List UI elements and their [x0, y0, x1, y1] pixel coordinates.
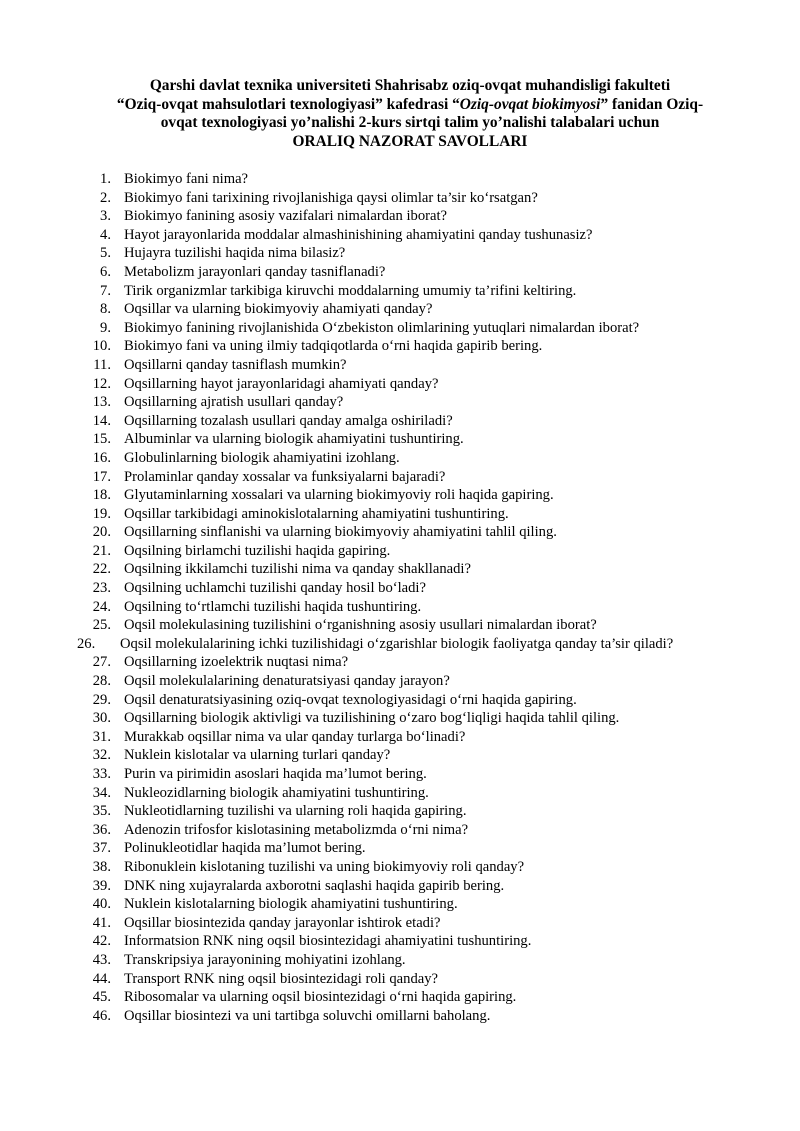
- question-text: Tirik organizmlar tarkibiga kiruvchi moddalarning umumiy ta’rifini keltiring.: [124, 282, 577, 299]
- question-text: Oqsilning ikkilamchi tuzilishi nima va qanday shakllanadi?: [124, 561, 471, 578]
- question-item: [77, 635, 725, 654]
- question-number: 37.: [92, 840, 111, 857]
- question-text: Murakkab oqsillar nima va ular qanday turlarga bo‘linadi?: [124, 728, 466, 745]
- question-text: Ribosomalar va ularning oqsil biosintezidagi o‘rni haqida gapiring.: [124, 989, 517, 1006]
- question-text: Metabolizm jarayonlari qanday tasniflanadi?: [124, 263, 386, 280]
- question-text: Oqsillarning sinflanishi va ularning biokimyoviy ahamiyatini tahlil qiling.: [124, 524, 557, 541]
- question-number: 35.: [92, 803, 111, 820]
- question-item: [77, 1007, 725, 1026]
- question-number: 14.: [92, 412, 111, 429]
- question-item: [77, 784, 725, 803]
- question-text: Oqsillarning hayot jarayonlaridagi ahamiyati qanday?: [124, 375, 439, 392]
- question-text: Nuklein kislotalar va ularning turlari qanday?: [124, 747, 391, 764]
- question-item: [77, 653, 725, 672]
- question-number: 36.: [92, 821, 111, 838]
- question-number: 10.: [92, 338, 111, 355]
- question-text: Biokimyo fani va uning ilmiy tadqiqotlarda o‘rni haqida gapirib bering.: [124, 338, 543, 355]
- question-number: 19.: [92, 505, 111, 522]
- question-item: [77, 523, 725, 542]
- question-text: Biokimyo fani tarixining rivojlanishiga qaysi olimlar ta’sir ko‘rsatgan?: [124, 189, 538, 206]
- question-text: Hujayra tuzilishi haqida nima bilasiz?: [124, 245, 346, 262]
- question-number: 12.: [92, 375, 111, 392]
- document-header: [95, 77, 725, 152]
- question-item: [77, 709, 725, 728]
- question-text: Oqsillarning ajratish usullari qanday?: [124, 394, 344, 411]
- question-number: 28.: [92, 673, 111, 690]
- question-text: Hayot jarayonlarida moddalar almashinishining ahamiyatini qanday tushunasiz?: [124, 226, 593, 243]
- question-number: 18.: [92, 487, 111, 504]
- question-number: 9.: [100, 319, 111, 336]
- question-item: [77, 821, 725, 840]
- question-number: 13.: [92, 394, 111, 411]
- question-item: [77, 542, 725, 561]
- question-item: [77, 914, 725, 933]
- question-item: [77, 877, 725, 896]
- question-number: 4.: [100, 226, 111, 243]
- question-number: 22.: [92, 561, 111, 578]
- question-number: 30.: [92, 710, 111, 727]
- question-item: [77, 486, 725, 505]
- question-item: [77, 746, 725, 765]
- question-item: [77, 430, 725, 449]
- question-number: 2.: [100, 189, 111, 206]
- header-subject-name: Oziq-ovqat biokimyosi: [459, 95, 601, 113]
- question-number: 41.: [92, 914, 111, 931]
- question-number: 31.: [92, 728, 111, 745]
- question-number: 17.: [92, 468, 111, 485]
- question-text: Biokimyo fani nima?: [124, 171, 249, 187]
- question-item: [77, 598, 725, 617]
- question-item: [77, 189, 725, 208]
- question-text: Oqsillar va ularning biokimyoviy ahamiyati qanday?: [124, 301, 433, 318]
- question-number: 24.: [92, 598, 111, 615]
- question-item: [77, 728, 725, 747]
- question-item: [77, 672, 725, 691]
- question-number: 7.: [100, 282, 111, 299]
- question-text: Ribonuklein kislotaning tuzilishi va uning biokimyoviy roli qanday?: [124, 858, 525, 875]
- question-item: [77, 244, 725, 263]
- header-department-text: “Oziq-ovqat mahsulotlari texnologiyasi” kafedrasi “: [116, 95, 460, 113]
- question-item: [77, 988, 725, 1007]
- question-item: [77, 970, 725, 989]
- question-text: Oqsillar tarkibidagi aminokislotalarning ahamiyatini tushuntiring.: [124, 505, 509, 522]
- question-text: Oqsillarning biologik aktivligi va tuzilishining o‘zaro bog‘liqligi haqida tahlil qiling.: [124, 710, 620, 727]
- question-text: Nukleotidlarning tuzilishi va ularning roli haqida gapiring.: [124, 803, 467, 820]
- question-item: [77, 505, 725, 524]
- question-number: 3.: [100, 208, 111, 225]
- question-item: [77, 375, 725, 394]
- question-text: Transport RNK ning oqsil biosintezidagi roli qanday?: [124, 970, 439, 987]
- question-text: Oqsillar biosintezi va uni tartibga soluvchi omillarni baholang.: [124, 1007, 491, 1024]
- question-number: 29.: [92, 691, 111, 708]
- question-item: [77, 895, 725, 914]
- question-text: Oqsilning uchlamchi tuzilishi qanday hosil bo‘ladi?: [124, 580, 426, 597]
- question-item: [77, 560, 725, 579]
- question-number: 15.: [92, 431, 111, 448]
- question-item: [77, 300, 725, 319]
- question-text: Adenozin trifosfor kislotasining metabolizmda o‘rni nima?: [124, 821, 469, 838]
- question-number: 26.: [77, 635, 96, 652]
- question-number: 33.: [92, 766, 111, 782]
- question-number: 43.: [92, 951, 111, 968]
- question-number: 1.: [100, 171, 111, 187]
- question-number: 6.: [100, 263, 111, 280]
- question-item: [77, 691, 725, 710]
- question-item: [77, 765, 725, 784]
- question-text: DNK ning xujayralarda axborotni saqlashi haqida gapirib bering.: [124, 877, 505, 894]
- question-text: Oqsilning birlamchi tuzilishi haqida gapiring.: [124, 542, 391, 559]
- question-number: 38.: [92, 858, 111, 875]
- question-text: Albuminlar va ularning biologik ahamiyatini tushuntiring.: [124, 431, 464, 448]
- header-department-text-end: ” fanidan Oziq-: [600, 95, 704, 113]
- question-number: 21.: [92, 542, 111, 559]
- question-text: Oqsillarning tozalash usullari qanday amalga oshiriladi?: [124, 412, 453, 429]
- question-text: Oqsil molekulalarining ichki tuzilishidagi o‘zgarishlar biologik faoliyatga qanday ta’sir qiladi?: [120, 635, 674, 652]
- question-item: [77, 616, 725, 635]
- question-text: Nuklein kislotalarning biologik ahamiyatini tushuntiring.: [124, 896, 458, 913]
- question-item: [77, 579, 725, 598]
- question-text: Informatsion RNK ning oqsil biosintezidagi ahamiyatini tushuntiring.: [124, 933, 532, 950]
- question-text: Oqsillarning izoelektrik nuqtasi nima?: [124, 654, 349, 671]
- header-university-line: Qarshi davlat texnika universiteti Shahrisabz oziq-ovqat muhandisligi fakulteti: [149, 77, 671, 94]
- question-item: [77, 802, 725, 821]
- header-department-line: [95, 96, 725, 115]
- header-title: ORALIQ NAZORAT SAVOLLARI: [292, 133, 528, 151]
- question-item: [77, 170, 725, 189]
- question-text: Oqsillar biosintezida qanday jarayonlar ishtirok etadi?: [124, 914, 441, 931]
- question-text: Prolaminlar qanday xossalar va funksiyalarni bajaradi?: [124, 468, 446, 485]
- question-item: [77, 468, 725, 487]
- question-text: Glyutaminlarning xossalari va ularning biokimyoviy roli haqida gapiring.: [124, 487, 554, 504]
- question-number: 20.: [92, 524, 111, 541]
- question-text: Purin va pirimidin asoslari haqida ma’lumot bering.: [124, 766, 427, 782]
- question-number: 42.: [92, 933, 111, 950]
- question-text: Oqsil molekulasining tuzilishini o‘rganishning asosiy usullari nimalardan iborat?: [124, 617, 597, 634]
- question-number: 16.: [92, 449, 111, 466]
- question-number: 34.: [92, 784, 111, 801]
- question-item: [77, 932, 725, 951]
- question-number: 32.: [92, 747, 111, 764]
- question-item: [77, 393, 725, 412]
- question-item: [77, 356, 725, 375]
- question-number: 40.: [92, 896, 111, 913]
- question-text: Oqsil molekulalarining denaturatsiyasi qanday jarayon?: [124, 673, 450, 690]
- question-text: Polinukleotidlar haqida ma’lumot bering.: [124, 840, 366, 857]
- question-item: [77, 226, 725, 245]
- question-number: 11.: [93, 356, 111, 373]
- question-item: [77, 282, 725, 301]
- question-item: [77, 951, 725, 970]
- question-number: 39.: [92, 877, 111, 894]
- question-text: Biokimyo fanining rivojlanishida O‘zbekiston olimlarining yutuqlari nimalardan iborat?: [124, 319, 640, 336]
- question-item: [77, 839, 725, 858]
- question-number: 23.: [92, 580, 111, 597]
- header-audience-line: ovqat texnologiyasi yo’nalishi 2-kurs sirtqi talim yo’nalishi talabalari uchun: [160, 114, 660, 132]
- question-number: 44.: [92, 970, 111, 987]
- question-item: [77, 207, 725, 226]
- question-number: 46.: [92, 1007, 111, 1024]
- question-text: Biokimyo fanining asosiy vazifalari nimalardan iborat?: [124, 208, 447, 225]
- question-item: [77, 449, 725, 468]
- question-list: [77, 170, 725, 1025]
- question-item: [77, 337, 725, 356]
- question-item: [77, 319, 725, 338]
- question-number: 45.: [92, 989, 111, 1006]
- question-text: Oqsilning to‘rtlamchi tuzilishi haqida tushuntiring.: [124, 598, 422, 615]
- question-text: Globulinlarning biologik ahamiyatini izohlang.: [124, 449, 400, 466]
- question-number: 27.: [92, 654, 111, 671]
- question-text: Oqsillarni qanday tasniflash mumkin?: [124, 356, 347, 373]
- question-number: 25.: [92, 617, 111, 634]
- question-number: 8.: [100, 301, 111, 318]
- question-item: [77, 412, 725, 431]
- question-text: Nukleozidlarning biologik ahamiyatini tushuntiring.: [124, 784, 429, 801]
- question-item: [77, 263, 725, 282]
- question-number: 5.: [100, 245, 111, 262]
- question-item: [77, 858, 725, 877]
- question-text: Transkripsiya jarayonining mohiyatini izohlang.: [124, 951, 406, 968]
- question-text: Oqsil denaturatsiyasining oziq-ovqat texnologiyasidagi o‘rni haqida gapiring.: [124, 691, 577, 708]
